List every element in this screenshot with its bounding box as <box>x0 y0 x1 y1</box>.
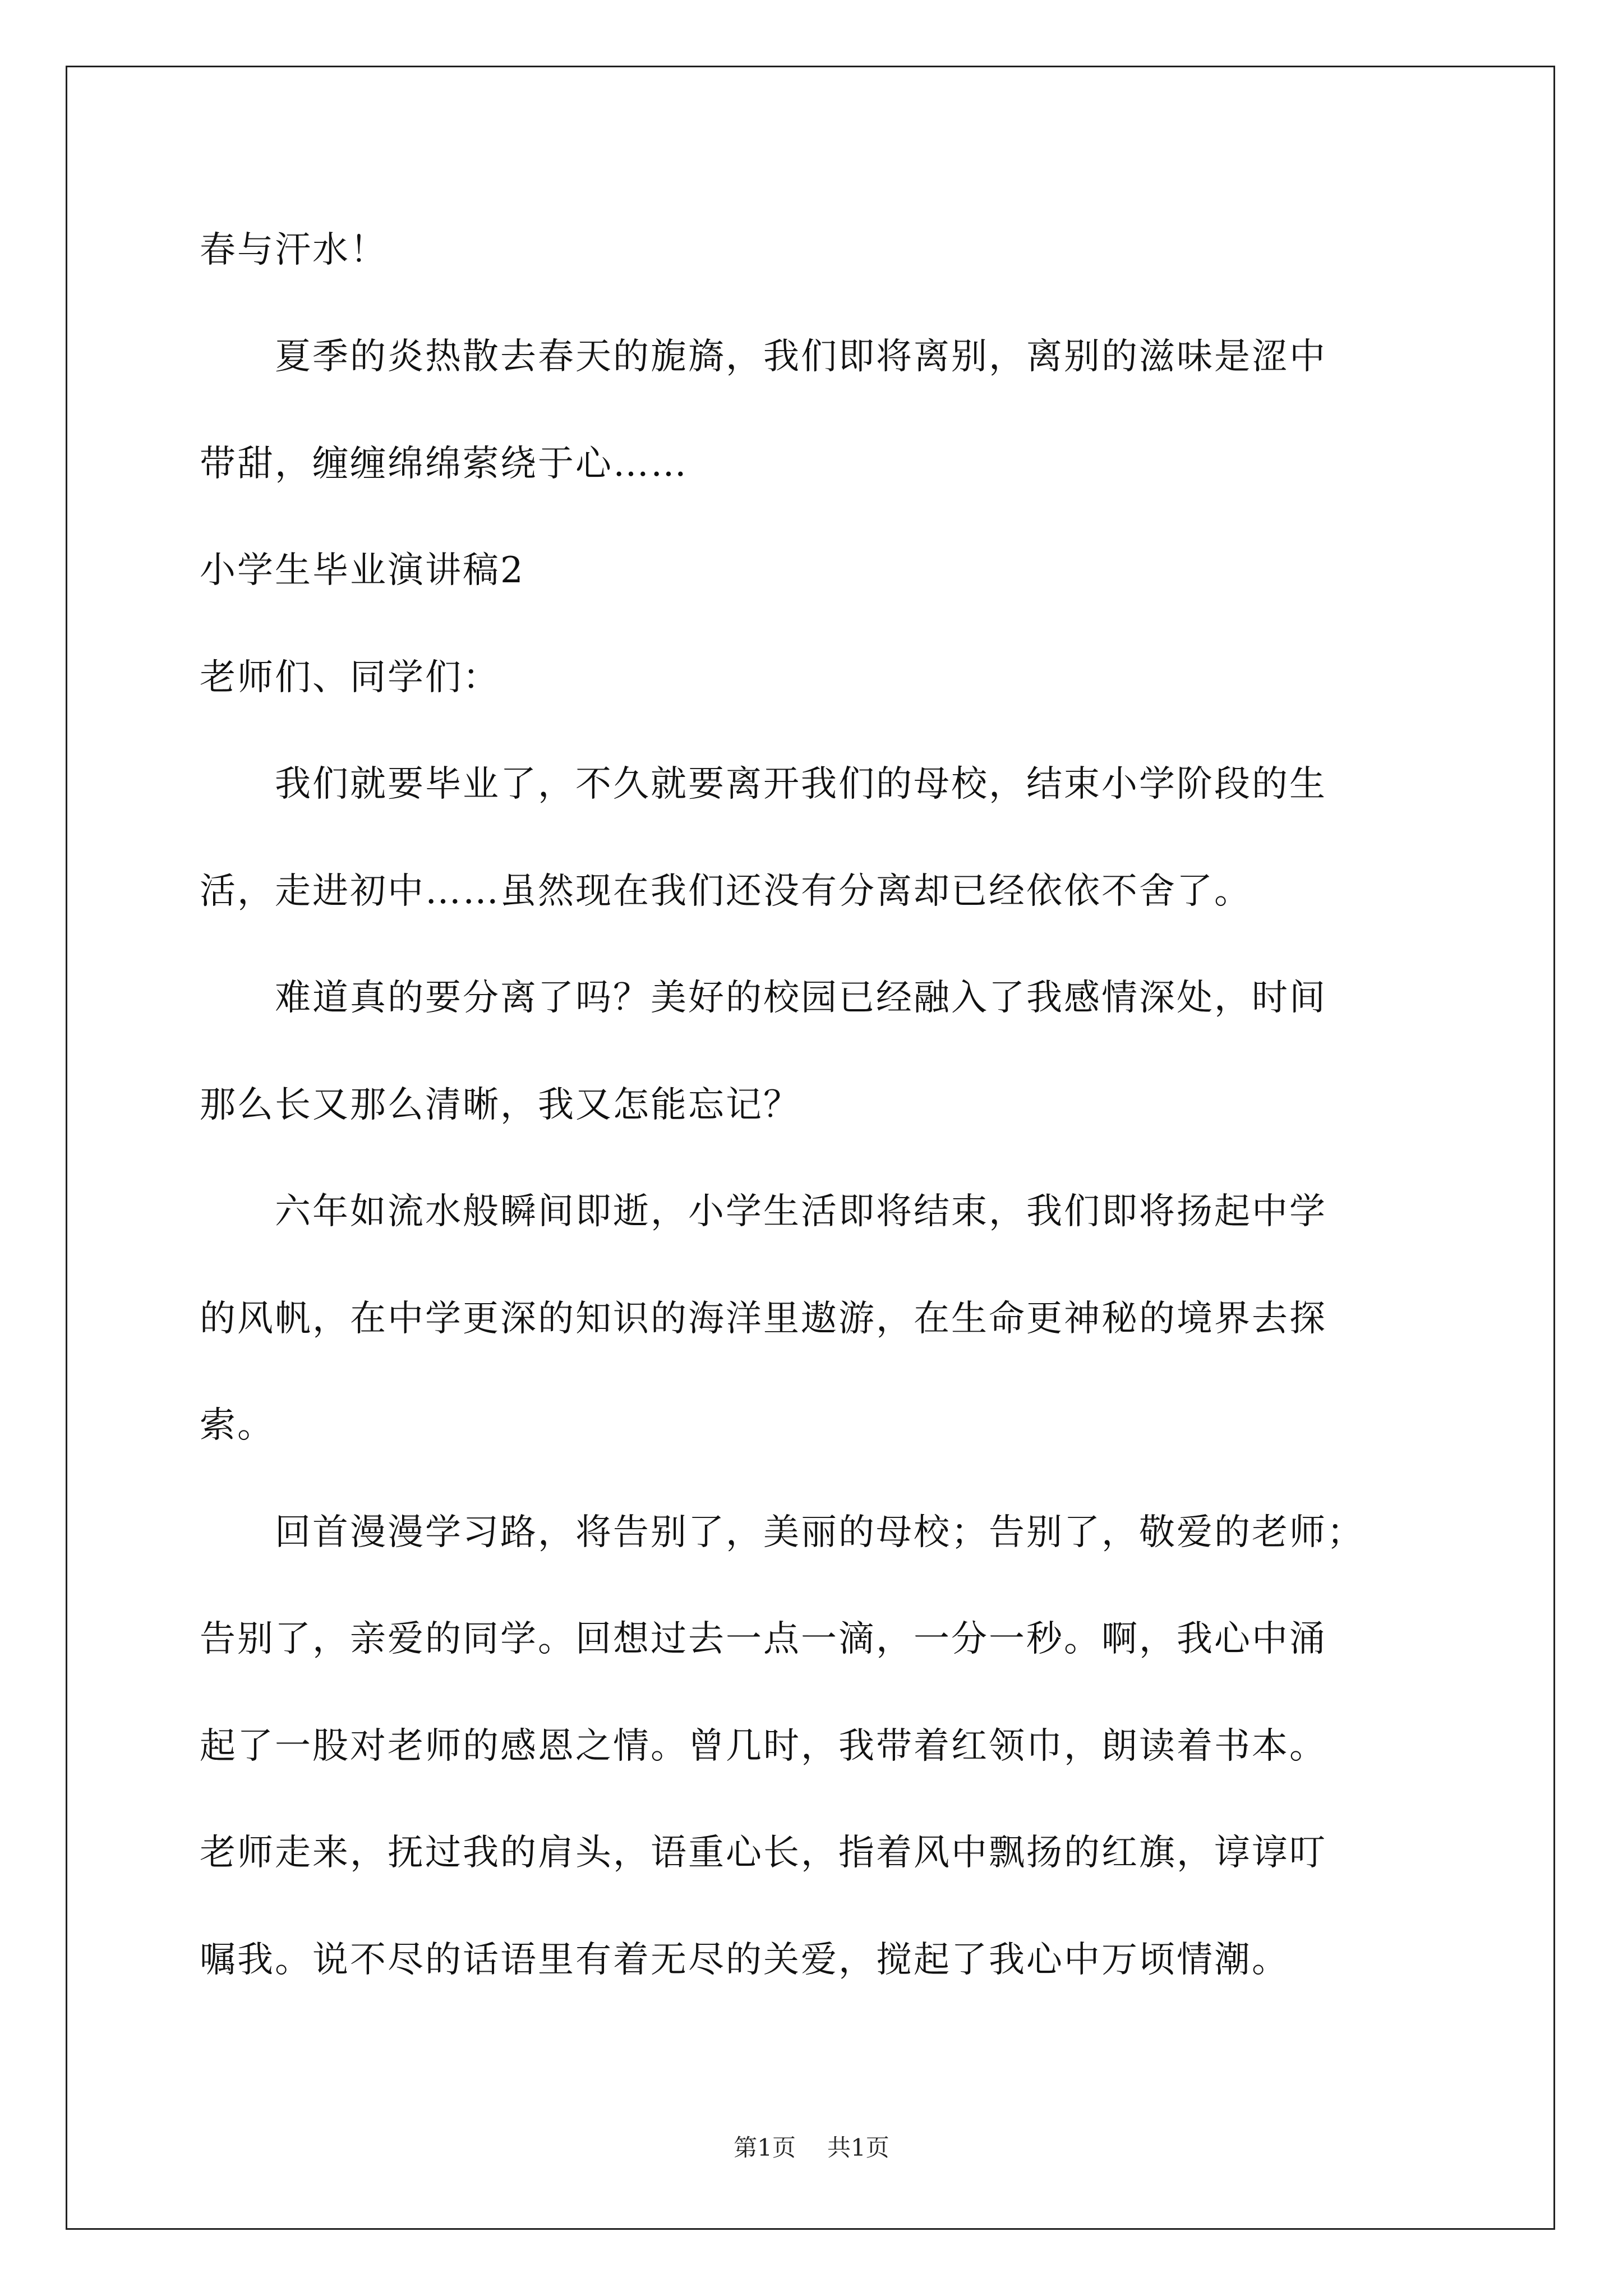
section-heading: 小学生毕业演讲稿2 <box>200 550 525 591</box>
text-line: 嘱我。说不尽的话语里有着无尽的关爱，搅起了我心中万顷情潮。 <box>200 1939 1289 1981</box>
text-line: 那么长又那么清晰，我又怎能忘记？ <box>200 1084 801 1126</box>
text-line: 带甜，缠缠绵绵萦绕于心…… <box>200 443 688 485</box>
text-line: 告别了，亲爱的同学。回想过去一点一滴，一分一秒。啊，我心中涌 <box>200 1618 1327 1660</box>
text-line: 索。 <box>200 1405 275 1446</box>
page-border <box>66 66 1555 2230</box>
text-line: 活，走进初中……虽然现在我们还没有分离却已经依依不舍了。 <box>200 871 1252 912</box>
page-footer <box>0 2136 1623 2160</box>
text-line: 的风帆，在中学更深的知识的海洋里遨游，在生命更神秘的境界去探 <box>200 1298 1327 1340</box>
text-line: 六年如流水般瞬间即逝，小学生活即将结束，我们即将扬起中学 <box>200 1191 1327 1232</box>
page-total: 共1页 <box>827 2134 889 2161</box>
text-line: 春与汗水！ <box>200 229 388 271</box>
text-line: 我们就要毕业了，不久就要离开我们的母校，结束小学阶段的生 <box>200 763 1327 805</box>
salutation: 老师们、同学们： <box>200 657 500 698</box>
page-number: 第1页 <box>734 2134 796 2161</box>
text-line: 夏季的炎热散去春天的旎旖，我们即将离别，离别的滋味是涩中 <box>200 336 1327 378</box>
text-line: 起了一股对老师的感恩之情。曾几时，我带着红领巾，朗读着书本。 <box>200 1726 1327 1767</box>
text-line: 回首漫漫学习路，将告别了，美丽的母校；告别了，敬爱的老师； <box>200 1512 1364 1553</box>
text-line: 老师走来，抚过我的肩头，语重心长，指着风中飘扬的红旗，谆谆叮 <box>200 1832 1327 1874</box>
text-line: 难道真的要分离了吗？美好的校园已经融入了我感情深处，时间 <box>200 977 1327 1019</box>
